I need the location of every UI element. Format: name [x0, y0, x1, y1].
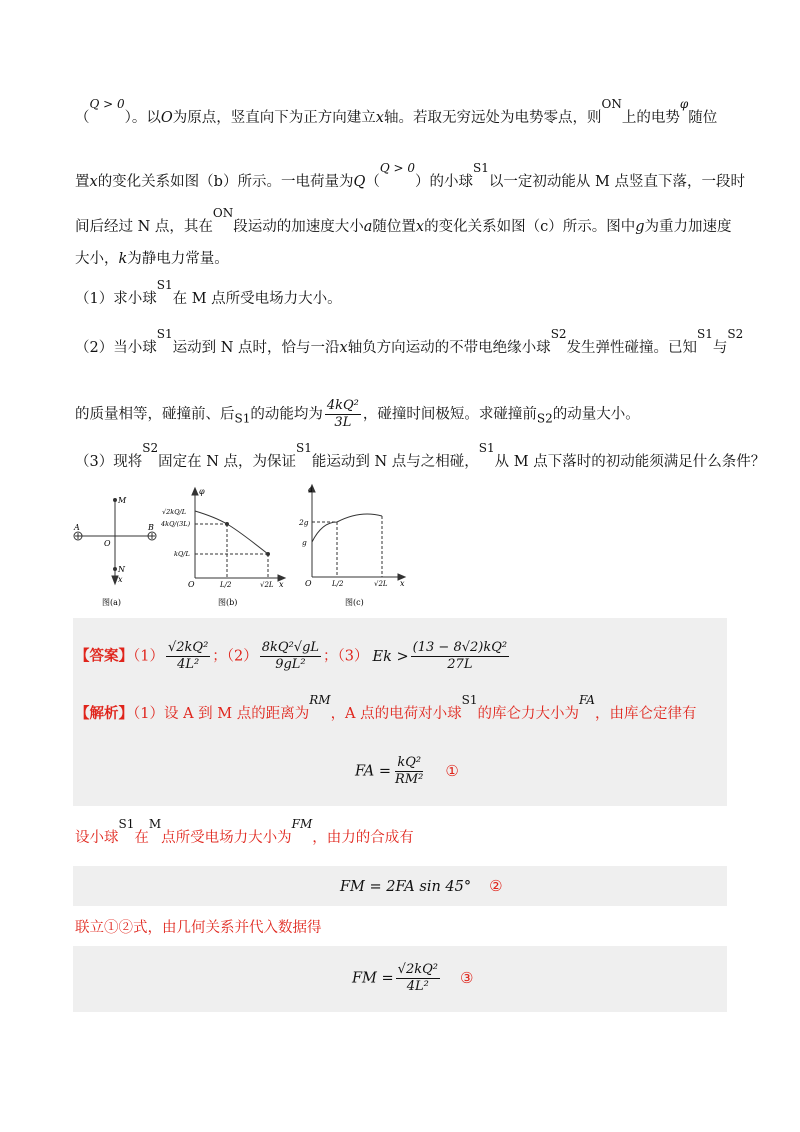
- figure-b: [160, 485, 290, 615]
- answer-1-fraction: $\frac{\text{√2kQ²}}{\text{4L²}}$: [167, 640, 209, 672]
- figure-a: [70, 490, 160, 615]
- label-x: x: [118, 575, 123, 584]
- solution-line-2: 设小球$^{S1}$在$^M$点所受电场力大小为$^{FM}$，由力的合成有: [75, 817, 414, 846]
- axis-a: a: [308, 485, 313, 494]
- tick-sqrt2L: √2L: [260, 581, 274, 589]
- equation-2: FM = 2FA sin 45° ②: [340, 877, 503, 895]
- tick-L-2-c: L/2: [332, 580, 344, 588]
- origin-O-c: O: [305, 579, 312, 588]
- label-M: M: [118, 496, 127, 505]
- tick-L-2: L/2: [220, 581, 232, 589]
- answer-2-fraction: $\frac{\text{8kQ²√gL}}{\text{9gL²}}$: [261, 640, 320, 672]
- potential-curve: [195, 511, 268, 554]
- equation-tag-1: ①: [445, 761, 459, 780]
- solution-label: 【解析】: [75, 705, 133, 722]
- answer-label: 【答案】: [75, 647, 133, 665]
- equation-tag-2: ②: [489, 877, 503, 895]
- answer-3-lhs: Ek >: [372, 648, 409, 665]
- tick-kQ-L: kQ/L: [174, 550, 190, 558]
- charge-condition: Q > 0: [89, 97, 125, 111]
- origin-O: O: [188, 580, 195, 589]
- answer-line: 【答案】（1） $\frac{\text{√2kQ²}}{\text{4L²}}$ ；（2） $\frac{\text{8kQ²√gL}}{\text{9gL²}}$ ；（3） Ek > $\frac{\text{(13 − 8√2)kQ²}}{27L}$: [75, 640, 508, 672]
- tick-4kQ-3L: 4kQ/(3L): [161, 520, 191, 528]
- axis-x-c: x: [400, 579, 405, 588]
- segment-ON: ON: [601, 97, 622, 111]
- equation-1: FA = $\frac{\text{kQ²}}{\text{RM²}}$ ①: [355, 755, 459, 787]
- tick-g: g: [302, 538, 307, 547]
- tick-2g: 2g: [299, 518, 309, 527]
- question-2-line-1: （2）当小球$^{S1}$运动到 N 点时，恰与一沿x轴负方向运动的不带电绝缘小球$^{S2}$发生弹性碰撞。已知$^{S1}$与$^{S2}$: [75, 327, 744, 356]
- solution-line-1: 【解析】（1）设 A 到 M 点的距离为$^{RM}$，A 点的电荷对小球$^{S1}$的库仑力大小为$^{FA}$，由库仑定律有: [75, 693, 697, 722]
- caption-a: 图(a): [102, 598, 122, 607]
- label-B: B: [148, 523, 154, 532]
- problem-line-1: （$^{Q > 0}$）。以O为原点，竖直向下为正方向建立x轴。若取无穷远处为电势零点，则$^{ON}$上的电势$^\varphi$随位: [75, 97, 718, 126]
- axis-x: x: [279, 580, 284, 589]
- answer-3-fraction: $\frac{\text{(13 − 8√2)kQ²}}{27L}$: [412, 640, 508, 672]
- figure-c: [290, 480, 415, 615]
- tick-sqrt2kQ-L: √2kQ/L: [162, 508, 187, 516]
- problem-line-3: 间后经过 N 点，其在$^{ON}$段运动的加速度大小a随位置x的变化关系如图（c）所示。图中g为重力加速度: [75, 206, 732, 235]
- problem-line-4: 大小，k为静电力常量。: [75, 251, 229, 267]
- solution-line-3: 联立①②式，由几何关系并代入数据得: [75, 920, 322, 936]
- question-2-line-2: 的质量相等，碰撞前、后$_{S1}$的动能均为 $\frac{\text{4kQ²}}{3L}$ ，碰撞时间极短。求碰撞前$_{S2}$的动量大小。: [75, 398, 640, 430]
- caption-b: 图(b): [218, 598, 238, 607]
- problem-line-2: 置x的变化关系如图（b）所示。一电荷量为Q（$^{Q > 0}$）的小球$^{S1}$以一定初动能从 M 点竖直下落，一段时: [75, 161, 745, 190]
- tick-sqrt2L-c: √2L: [374, 580, 388, 588]
- phi-symbol: φ: [679, 97, 689, 111]
- ball-S1: S1: [473, 161, 489, 175]
- equation-tag-3: ③: [459, 968, 474, 987]
- acceleration-curve: [312, 514, 382, 542]
- axis-phi: φ: [199, 487, 205, 496]
- caption-c: 图(c): [345, 598, 364, 607]
- question-3: （3）现将$^{S2}$固定在 N 点，为保证$^{S1}$能运动到 N 点与之相碰，$^{S1}$从 M 点下落时的初动能须满足什么条件？: [75, 441, 766, 470]
- label-O: O: [104, 539, 111, 548]
- equation-3: FM = $\frac{\text{√2kQ²}}{\text{4L²}}$ ③: [352, 962, 474, 994]
- question-1: （1）求小球$^{S1}$在 M 点所受电场力大小。: [75, 278, 342, 307]
- kinetic-energy-fraction: $\frac{\text{4kQ²}}{3L}$: [326, 398, 359, 430]
- label-N: N: [118, 565, 125, 574]
- label-A: A: [74, 523, 80, 532]
